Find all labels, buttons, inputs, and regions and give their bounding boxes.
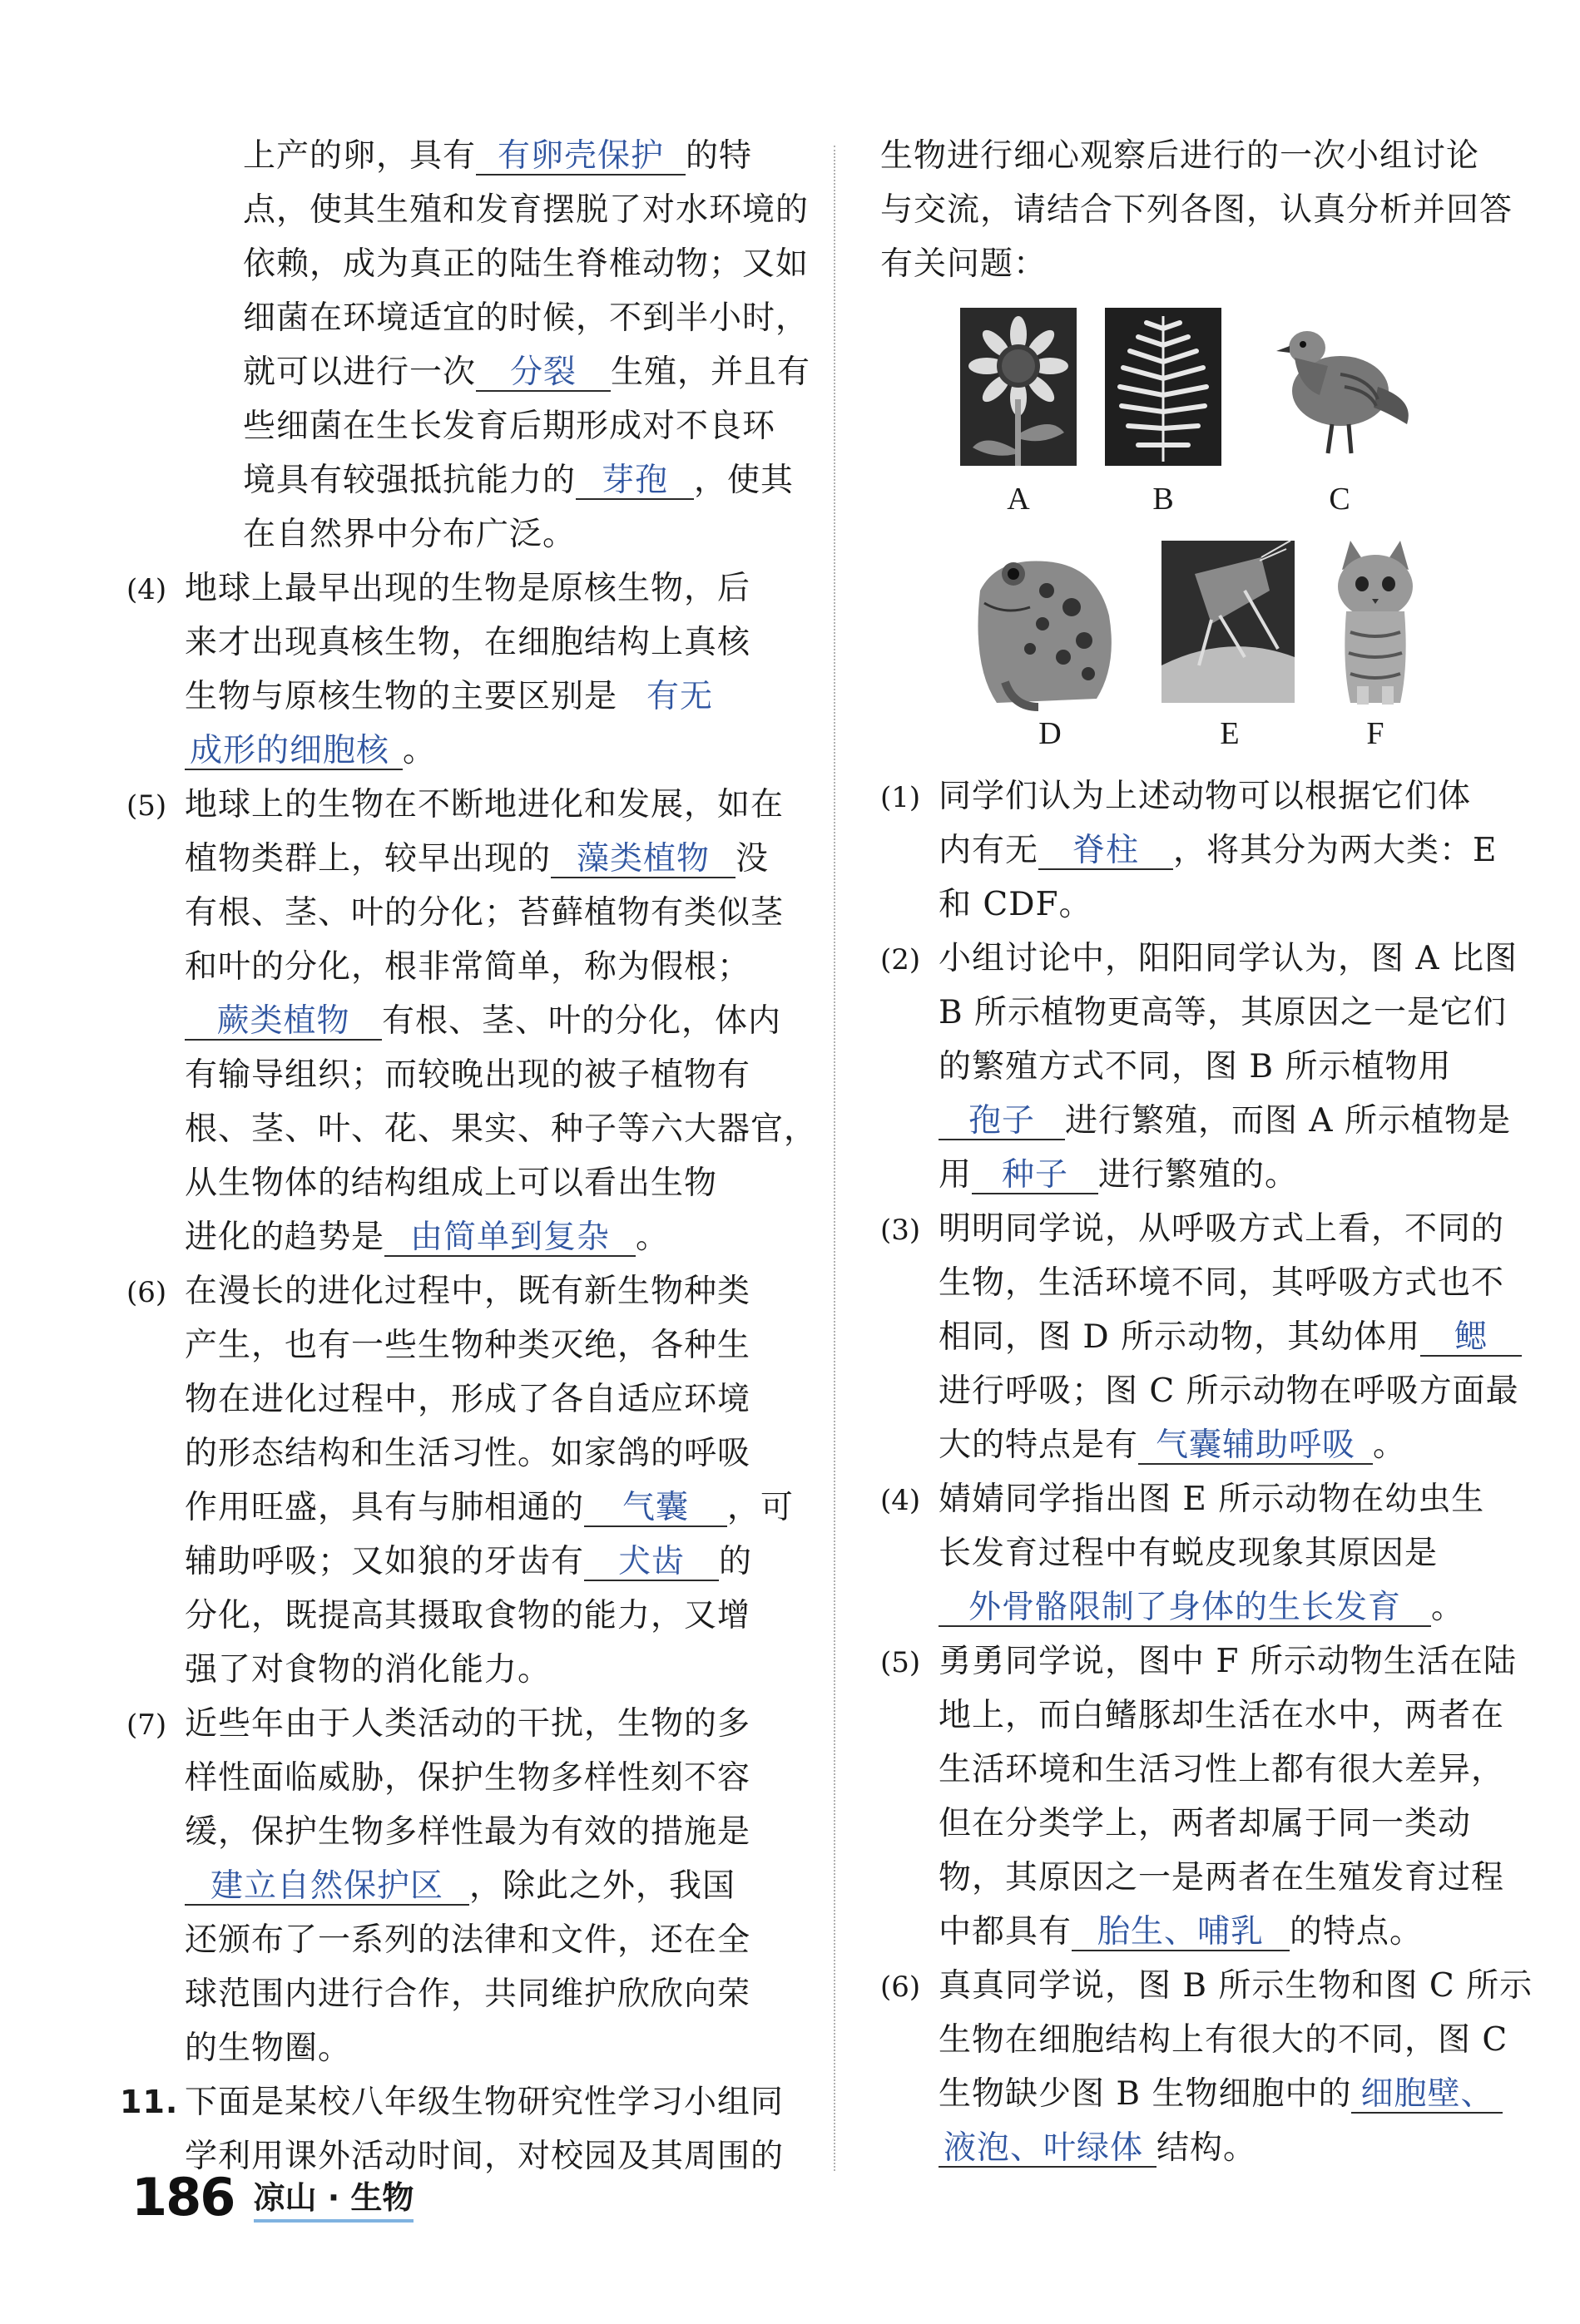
question-r1: (1) 同学们认为上述动物可以根据它们体 内有无 脊柱 ，将其分为两大类：E 和 CDF。 xyxy=(880,769,1496,932)
intro-line: 生物进行细心观察后进行的一次小组讨论 xyxy=(880,137,1480,175)
question-5: (5) 地球上的生物在不断地进化和发展，如在 植物类群上，较早出现的 藻类植物 没 有根、茎、叶的分化；苔藓植物有类似茎 和叶的分化，根非常简单，称为假根； 蕨类植物 有根、茎、叶的分化，体内 有输导组织；而较晚出现的被子植物有 根、茎、叶、花、果实、种子等六大器官， 从生物体的结构组成上可以看出生物 进化的趋势是 由简单到复杂 。 xyxy=(126,778,817,1264)
answer-blank: 外骨骼限制了身体的生长发育 xyxy=(939,1590,1431,1627)
sunflower-image xyxy=(960,308,1077,466)
answer-blank: 胎生、哺乳 xyxy=(1072,1915,1290,1951)
figure-label-a: A xyxy=(1007,482,1030,517)
question-number: (5) xyxy=(880,1646,921,1679)
answer-blank: 种子 xyxy=(972,1158,1098,1194)
left-column xyxy=(120,129,818,2183)
answer-blank: 气囊 xyxy=(584,1491,727,1527)
text-line: 境具有较强抵抗能力的 芽孢 ，使其 xyxy=(243,462,795,499)
text-line: 些细菌在生长发育后期形成对不良环 xyxy=(243,408,776,445)
question-r6: (6) 真真同学说，图 B 所示生物和图 C 所示 生物在细胞结构上有很大的不同，图 C 生物缺少图 B 生物细胞中的 细胞壁、 液泡、叶绿体 结构。 xyxy=(880,1959,1496,2175)
page-number: 186 xyxy=(131,2167,235,2228)
intro-line: 有关问题： xyxy=(880,245,1048,283)
cat-image xyxy=(1325,541,1425,707)
question-number: (7) xyxy=(126,1708,167,1742)
answer-blank: 细胞壁、 xyxy=(1351,2077,1503,2114)
text-line: 依赖，成为真正的陆生脊椎动物；又如 xyxy=(243,245,810,283)
question-r2: (2) 小组讨论中，阳阳同学认为，图 A 比图 B 所示植物更高等，其原因之一是它们 的繁殖方式不同，图 B 所示植物用 孢子 进行繁殖，而图 A 所示植物是 用 种子 进行繁殖的。 xyxy=(880,932,1496,1202)
question-number: (2) xyxy=(880,943,921,977)
right-column xyxy=(880,129,1533,2175)
question-number: (4) xyxy=(880,1484,921,1517)
question-number: 11. xyxy=(120,2084,179,2120)
question-r3: (3) 明明同学说，从呼吸方式上看，不同的 生物，生活环境不同，其呼吸方式也不 相同，图 D 所示动物，其幼体用 鳃 进行呼吸；图 C 所示动物在呼吸方面最 大的特点是有 气囊辅助呼吸 。 xyxy=(880,1202,1496,1472)
question-number: (1) xyxy=(880,781,921,814)
answer-blank: 鳃 xyxy=(1420,1320,1522,1357)
answer-blank: 孢子 xyxy=(939,1104,1065,1140)
question-number: (5) xyxy=(126,789,167,823)
question-7: (7) 近些年由于人类活动的干扰，生物的多 样性面临威胁，保护生物多样性刻不容 缓，保护生物多样性最为有效的措施是 建立自然保护区 ，除此之外，我国 还颁布了一系列的法律和文件，还在全 球范围内进行合作，共同维护欣欣向荣 的生物圈。 xyxy=(126,1697,817,2075)
answer-blank: 有无 xyxy=(646,679,714,715)
answer-blank: 建立自然保护区 xyxy=(185,1869,469,1906)
answer-blank: 脊柱 xyxy=(1038,833,1173,870)
figure-label-b: B xyxy=(1152,482,1174,517)
figure-group xyxy=(880,299,1496,765)
answer-blank: 分裂 xyxy=(476,355,611,392)
answer-blank: 成形的细胞核 xyxy=(185,734,403,770)
question-r4: (4) 婧婧同学指出图 E 所示动物在幼虫生 长发育过程中有蜕皮现象其原因是 外骨骼限制了身体的生长发育 。 xyxy=(880,1472,1496,1634)
pigeon-image xyxy=(1261,308,1419,466)
text-line: 上产的卵，具有 有卵壳保护 的特 xyxy=(243,137,753,175)
figure-label-d: D xyxy=(1038,716,1062,751)
answer-blank: 由简单到复杂 xyxy=(384,1220,636,1257)
question-number: (3) xyxy=(880,1214,921,1247)
question-11: 11. 下面是某校八年级生物研究性学习小组同 学利用课外活动时间，对校园及其周围的 xyxy=(185,2075,817,2183)
continued-answer-block xyxy=(126,129,817,561)
figure-label-f: F xyxy=(1366,716,1384,751)
figure-label-c: C xyxy=(1329,482,1350,517)
answer-blank: 犬齿 xyxy=(584,1545,719,1581)
column-divider xyxy=(834,146,835,2171)
book-series-label: 凉山 · 生物 xyxy=(254,2172,414,2223)
question-r5: (5) 勇勇同学说，图中 F 所示动物生活在陆 地上，而白鳍豚却生活在水中，两者在 生活环境和生活习性上都有很大差异， 但在分类学上，两者却属于同一类动 物，其原因之一是两者在生殖发育过程 中都具有 胎生、哺乳 的特点。 xyxy=(880,1634,1496,1959)
answer-blank: 有卵壳保护 xyxy=(476,139,686,176)
text-line: 就可以进行一次 分裂 生殖，并且有 xyxy=(243,354,811,391)
question-4: (4) 地球上最早出现的生物是原核生物，后 来才出现真核生物，在细胞结构上真核 生物与原核生物的主要区别是 有无 成形的细胞核 。 xyxy=(126,561,817,778)
text-line: 在自然界中分布广泛。 xyxy=(243,516,577,553)
question-6: (6) 在漫长的进化过程中，既有新生物种类 产生，也有一些生物种类灭绝，各种生 物在进化过程中，形成了各自适应环境 的形态结构和生活习性。如家鸽的呼吸 作用旺盛，具有与肺相通的 气囊 ，可 辅助呼吸；又如狼的牙齿有 犬齿 的 分化，既提高其摄取食物的能力，又增 强了对食物的消化能力。 xyxy=(126,1264,817,1697)
page-footer xyxy=(131,2167,414,2228)
question-number: (6) xyxy=(126,1276,167,1309)
text-line: 点，使其生殖和发育摆脱了对水环境的 xyxy=(243,191,810,229)
text-line: 细菌在环境适宜的时候，不到半小时， xyxy=(243,299,810,337)
insect-image xyxy=(1161,541,1295,703)
question-number: (6) xyxy=(880,1970,921,2004)
answer-blank: 芽孢 xyxy=(576,463,694,500)
answer-blank: 蕨类植物 xyxy=(185,1004,382,1041)
fern-image xyxy=(1105,308,1221,466)
frog-image xyxy=(963,541,1130,715)
figure-label-e: E xyxy=(1220,716,1240,751)
question-number: (4) xyxy=(126,573,167,606)
answer-blank: 藻类植物 xyxy=(551,842,736,878)
answer-blank: 液泡、叶绿体 xyxy=(939,2131,1157,2168)
intro-line: 与交流，请结合下列各图，认真分析并回答 xyxy=(880,191,1513,229)
answer-blank: 气囊辅助呼吸 xyxy=(1138,1428,1373,1465)
